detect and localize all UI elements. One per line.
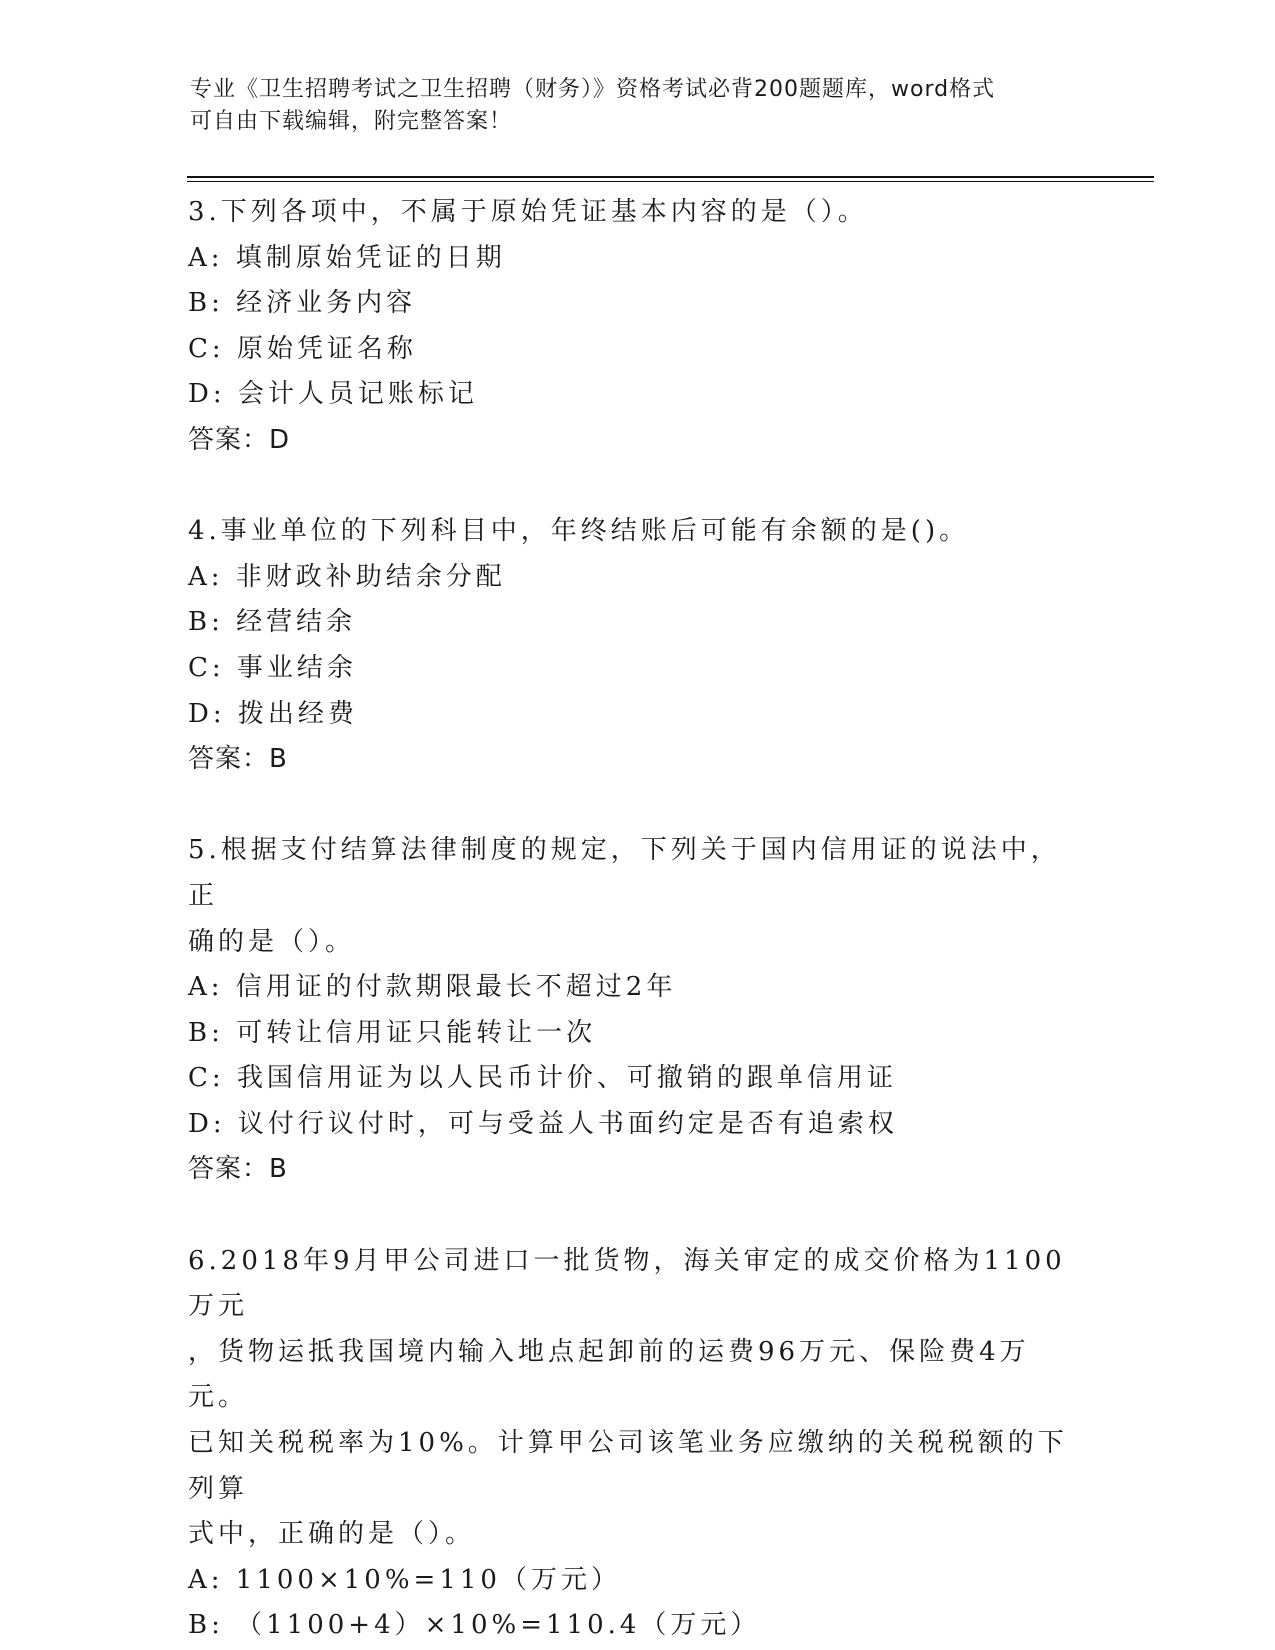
answer-label: 答案：D [188,424,291,455]
option-a: A: 填制原始凭证的日期 [188,242,506,273]
header-divider-bottom [187,181,1154,182]
option-c: C: 原始凭证名称 [188,333,417,364]
header-divider-top [187,176,1154,178]
answer-label: 答案：B [188,1154,288,1185]
question-item [188,1239,1088,1649]
spacer [188,464,1088,510]
question-item [188,828,1088,1193]
question-stem-line-2: ，货物运抵我国境内输入地点起卸前的运费96万元、保险费4万元。 [188,1336,1030,1413]
question-list [188,190,1088,1649]
question-stem-line-1: 5.根据支付结算法律制度的规定，下列关于国内信用证的说法中，正 [188,835,1061,911]
answer-label: 答案：B [188,744,288,775]
question-stem: 3.下列各项中，不属于原始凭证基本内容的是（）。 [188,197,868,227]
option-c: C: 我国信用证为以人民币计价、可撤销的跟单信用证 [188,1063,897,1094]
question-stem: 4.事业单位的下列科目中，年终结账后可能有余额的是()。 [188,516,970,547]
option-b: B: 经营结余 [188,607,357,638]
option-a: A: 非财政补助结余分配 [188,561,506,592]
option-d: D: 拨出经费 [188,698,358,729]
spacer [188,783,1088,829]
header-line-1: 专业《卫生招聘考试之卫生招聘（财务）》资格考试必背200题题库，word格式 [190,77,996,102]
spacer [188,1193,1088,1239]
option-c: C: 事业结余 [188,652,357,683]
question-stem-line-2: 确的是（）。 [188,926,356,957]
option-d: D: 议付行议付时，可与受益人书面约定是否有追索权 [188,1108,898,1139]
question-item [188,190,1088,464]
option-b: B: （1100+4）×10%=110.4（万元） [188,1610,761,1641]
option-d: D: 会计人员记账标记 [188,379,478,410]
question-stem-line-3: 已知关税税率为10%。计算甲公司该笔业务应缴纳的关税税额的下列算 [188,1428,1068,1504]
option-a: A: 1100×10%=110（万元） [188,1564,621,1595]
option-b: B: 经济业务内容 [188,288,417,319]
option-b: B: 可转让信用证只能转让一次 [188,1017,597,1048]
question-stem-line-4: 式中，正确的是（）。 [188,1519,476,1550]
option-a: A: 信用证的付款期限最长不超过2年 [188,972,677,1003]
question-item [188,509,1088,783]
question-stem-line-1: 6.2018年9月甲公司进口一批货物，海关审定的成交价格为1100万元 [188,1245,1066,1322]
header-line-2: 可自由下载编辑，附完整答案！ [190,109,513,134]
document-header [190,74,1070,138]
